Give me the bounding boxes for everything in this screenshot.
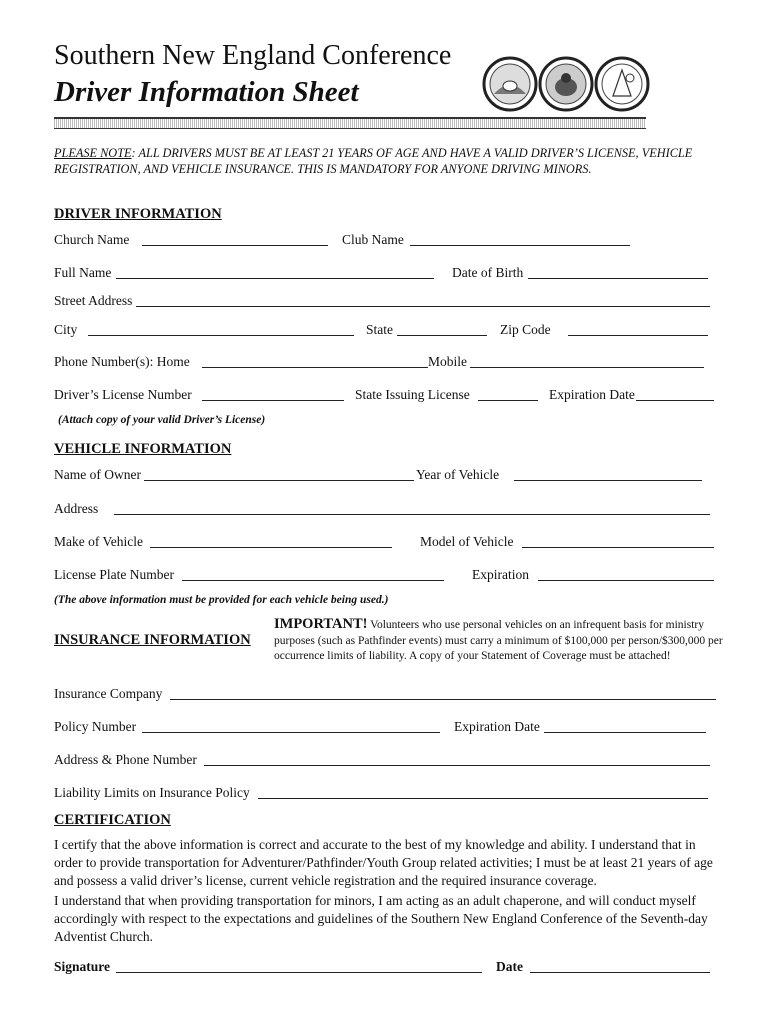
liability-limits-label: Liability Limits on Insurance Policy <box>54 785 250 800</box>
policy-row <box>54 717 714 737</box>
eager-beavers-logo <box>540 58 592 110</box>
full-name-label: Full Name <box>54 265 112 280</box>
state-issuing-field[interactable] <box>478 400 538 401</box>
church-club-row <box>54 230 714 250</box>
license-number-label: Driver’s License Number <box>54 387 192 402</box>
important-notice <box>274 617 734 665</box>
club-name-field[interactable] <box>410 245 630 246</box>
phone-home-field[interactable] <box>202 367 428 368</box>
policy-expiration-field[interactable] <box>544 732 706 733</box>
state-label: State <box>366 322 393 337</box>
vehicle-make-field[interactable] <box>150 547 392 548</box>
insurance-information-heading: INSURANCE INFORMATION <box>54 632 251 648</box>
important-text: Volunteers who use personal vehicles on an infrequent basis for ministry purposes (such as Pathfinder events) must carry a minimum of $100,000 per person/$300,000 per occurrence limits of liability. A copy of your Statement of Coverage must be attached! <box>274 619 723 662</box>
mobile-field[interactable] <box>470 367 704 368</box>
date-field[interactable] <box>530 972 710 973</box>
club-name-label: Club Name <box>342 232 404 247</box>
vehicle-year-label: Year of Vehicle <box>416 467 500 482</box>
vehicle-note: (The above information must be provided for each vehicle being used.) <box>54 594 389 606</box>
vehicle-expiration-label: Expiration <box>472 567 529 582</box>
insurance-company-field[interactable] <box>170 699 716 700</box>
owner-name-label: Name of Owner <box>54 467 141 482</box>
vehicle-year-field[interactable] <box>514 480 702 481</box>
make-model-row <box>54 532 714 552</box>
attach-license-note: (Attach copy of your valid Driver’s License) <box>58 414 266 426</box>
church-name-label: Church Name <box>54 232 130 247</box>
phone-row <box>54 352 714 372</box>
signature-label: Signature <box>54 959 111 974</box>
owner-name-field[interactable] <box>144 480 414 481</box>
city-state-zip-row <box>54 320 714 340</box>
city-label: City <box>54 322 78 337</box>
signature-row <box>54 957 714 977</box>
signature-field[interactable] <box>116 972 482 973</box>
mobile-label: Mobile <box>428 354 467 369</box>
please-note-label: PLEASE NOTE <box>54 146 132 160</box>
vehicle-address-field[interactable] <box>114 514 710 515</box>
certification-heading: CERTIFICATION <box>54 812 171 828</box>
insurer-address-phone-label: Address & Phone Number <box>54 752 197 767</box>
adventurer-club-logo <box>596 58 648 110</box>
liability-limits-field[interactable] <box>258 798 708 799</box>
vehicle-information-heading: VEHICLE INFORMATION <box>54 441 232 457</box>
address-phone-row <box>54 750 714 770</box>
date-of-birth-label: Date of Birth <box>452 265 524 280</box>
street-address-row <box>54 291 714 311</box>
license-plate-label: License Plate Number <box>54 567 174 582</box>
conference-title: Southern New England Conference <box>54 40 452 71</box>
certification-paragraph-1: I certify that the above information is correct and accurate to the best of my knowledge and ability. I understand that in order to provide transportation for Adventurer/Pathfinder/Youth Group related activities; I must be at least 21 years of age and possess a valid driver’s license, current vehicle registration and the required insurance coverage. <box>54 837 713 888</box>
church-name-field[interactable] <box>142 245 328 246</box>
insurer-address-phone-field[interactable] <box>204 765 710 766</box>
insurance-company-label: Insurance Company <box>54 686 163 701</box>
license-expiration-field[interactable] <box>636 400 714 401</box>
plate-expiration-row <box>54 565 714 585</box>
city-field[interactable] <box>88 335 354 336</box>
license-row <box>54 385 714 405</box>
street-address-label: Street Address <box>54 293 133 308</box>
zip-code-field[interactable] <box>568 335 708 336</box>
club-logos <box>480 56 650 112</box>
zip-code-label: Zip Code <box>500 322 551 337</box>
important-label: IMPORTANT! <box>274 616 368 632</box>
policy-expiration-label: Expiration Date <box>454 719 540 734</box>
name-dob-row <box>54 263 714 283</box>
date-label: Date <box>496 959 523 974</box>
vehicle-address-label: Address <box>54 501 99 516</box>
phone-home-label: Phone Number(s): Home <box>54 354 190 369</box>
certification-paragraph-2: I understand that when providing transportation for minors, I am acting as an adult chaperone, and will conduct myself accordingly with respect to the expectations and guidelines of the Southern New England Conference of the Seventh-day Adventist Church. <box>54 893 708 944</box>
please-note-text: : ALL DRIVERS MUST BE AT LEAST 21 YEARS OF AGE AND HAVE A VALID DRIVER’S LICENSE, VEHICLE REGISTRATION, AND VEHICLE INSURANCE. THIS IS MANDATORY FOR ANYONE DRIVING MINORS. <box>54 146 693 176</box>
policy-number-label: Policy Number <box>54 719 137 734</box>
vehicle-model-label: Model of Vehicle <box>420 534 514 549</box>
please-note <box>54 145 694 177</box>
street-address-field[interactable] <box>136 306 710 307</box>
state-issuing-label: State Issuing License <box>355 387 470 402</box>
vehicle-make-label: Make of Vehicle <box>54 534 143 549</box>
vehicle-expiration-field[interactable] <box>538 580 714 581</box>
license-expiration-label: Expiration Date <box>549 387 635 402</box>
date-of-birth-field[interactable] <box>528 278 708 279</box>
policy-number-field[interactable] <box>142 732 440 733</box>
liability-row <box>54 783 714 803</box>
owner-year-row <box>54 465 714 485</box>
sheet-title: Driver Information Sheet <box>54 76 359 108</box>
vehicle-address-row <box>54 499 714 519</box>
state-field[interactable] <box>397 335 487 336</box>
header-rule <box>54 117 646 129</box>
license-number-field[interactable] <box>202 400 344 401</box>
license-plate-field[interactable] <box>182 580 444 581</box>
driver-information-heading: DRIVER INFORMATION <box>54 206 222 222</box>
insurance-company-row <box>54 684 714 704</box>
vehicle-model-field[interactable] <box>522 547 714 548</box>
little-lambs-logo <box>484 58 536 110</box>
full-name-field[interactable] <box>116 278 434 279</box>
